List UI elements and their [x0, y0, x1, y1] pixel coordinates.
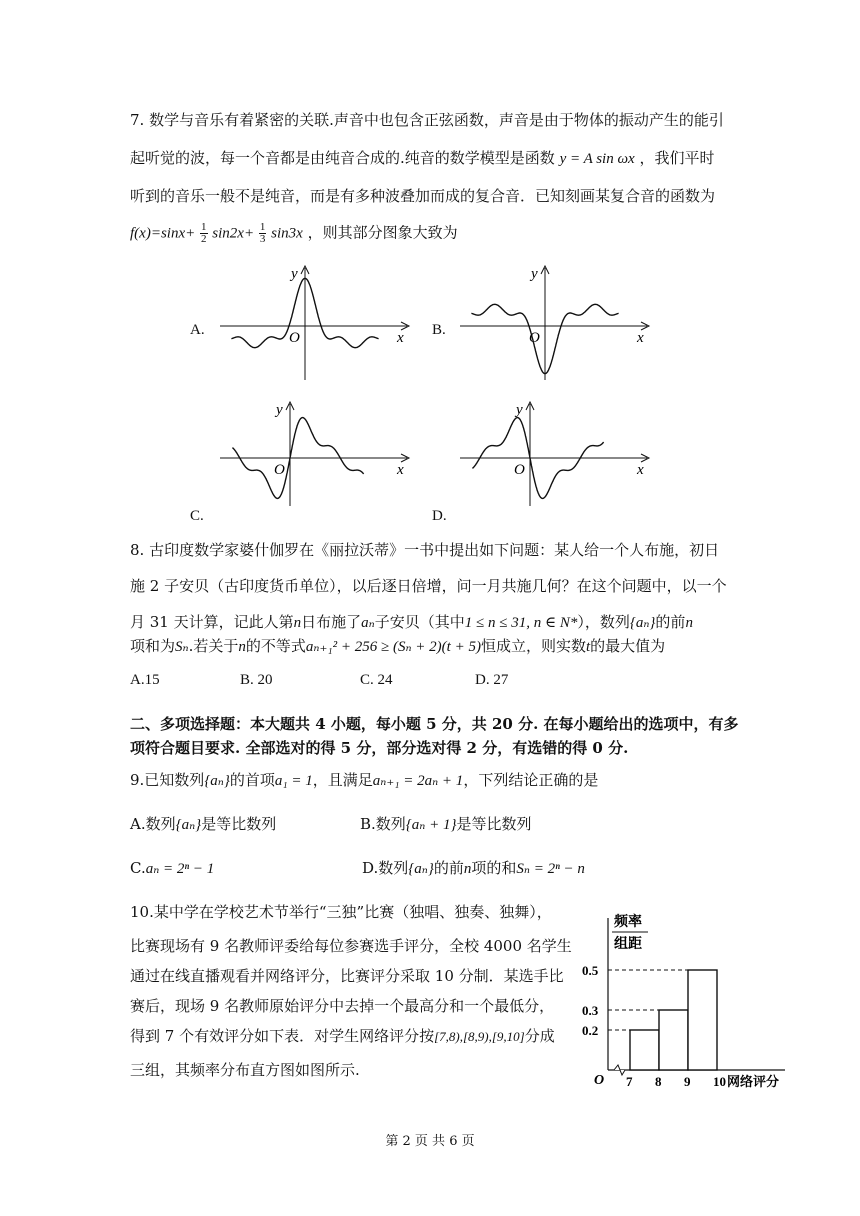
x-axis-label: x — [637, 462, 644, 478]
x-tick-label: 9 — [684, 1074, 691, 1089]
q10-line6: 三组，其频率分布直方图如图所示. — [130, 1061, 360, 1079]
q7-graph-b — [455, 262, 655, 382]
origin-label: O — [529, 330, 540, 346]
section2-line2: 项符合题目要求. 全部选对的得 5 分，部分选对得 2 分，有选错的得 0 分. — [130, 739, 629, 757]
y-label-bottom: 组距 — [614, 936, 642, 952]
q8-line2: 施 2 子安贝（古印度货币单位），以后逐日倍增，问一月共施几何？在这个问题中，以一个 — [130, 577, 727, 595]
q8-choice-c: C. 24 — [360, 672, 393, 688]
q7-option-a-label: A. — [190, 322, 205, 338]
q7-line2-tail: ，我们平时 — [639, 149, 715, 167]
q9-option-b: B.数列{aₙ + 1}是等比数列 — [360, 815, 532, 833]
q10-histogram — [580, 910, 800, 1092]
q10-line1: 10.某中学在学校艺术节举行“三独”比赛（独唱、独奏、独舞）， — [130, 903, 552, 921]
origin-label: O — [274, 462, 285, 478]
q8-line4: 项和为Sₙ.若关于n的不等式aₙ₊₁² + 256 ≥ (Sₙ + 2)(t + 5)恒成立，则实数t的最大值为 — [130, 637, 666, 655]
x-axis-label: x — [397, 462, 404, 478]
q7-line3: 听到的音乐一般不是纯音，而是有多种波叠加而成的复合音．已知刻画某复合音的函数为 — [130, 187, 716, 205]
q8-inequality: aₙ₊₁² + 256 ≥ (Sₙ + 2)(t + 5) — [305, 639, 481, 655]
histogram-bar — [630, 1030, 659, 1070]
q7-option-d-label: D. — [432, 508, 447, 524]
q8-line3: 月 31 天计算，记此人第n日布施了aₙ子安贝（其中1 ≤ n ≤ 31, n ∈ N*），数列{aₙ}的前n — [130, 613, 693, 631]
q9-stem: 9.已知数列{aₙ}的首项a₁ = 1，且满足aₙ₊₁ = 2aₙ + 1，下列结论正确的是 — [130, 771, 599, 789]
q7-func-part3: sin3x — [271, 225, 303, 242]
q7-line2 — [130, 148, 715, 169]
q8-choice-d: D. 27 — [475, 672, 509, 688]
q8-choice-a: A.15 — [130, 672, 160, 688]
x-tick-label: 8 — [655, 1074, 662, 1089]
q10-line3: 通过在线直播观看并网络评分，比赛评分采取 10 分制．某选手比 — [130, 967, 564, 985]
x-axis-label: 网络评分 — [727, 1075, 780, 1090]
q10-line2: 比赛现场有 9 名教师评委给每位参赛选手评分，全校 4000 名学生 — [130, 937, 572, 955]
q7-frac-third: $\frac{1}{3}$ — [259, 221, 266, 245]
y-tick-label: 0.5 — [582, 963, 599, 978]
q7-func-part2: sin2x+ — [212, 225, 255, 242]
q7-line4 — [130, 222, 458, 245]
x-tick-label: 7 — [626, 1074, 633, 1089]
q7-func-part1: f(x)=sinx+ — [130, 225, 196, 242]
origin-label: O — [594, 1073, 605, 1088]
q7-line4-tail: ，则其部分图象大致为 — [307, 223, 458, 242]
y-tick-label: 0.3 — [582, 1003, 599, 1018]
y-axis-label: y — [531, 266, 538, 282]
y-tick-label: 0.2 — [582, 1023, 599, 1038]
y-axis-label: y — [291, 266, 298, 282]
y-axis-label: y — [516, 402, 523, 418]
axis-break — [614, 1065, 625, 1075]
q7-line1: 7. 数学与音乐有着紧密的关联.声音中也包含正弦函数，声音是由于物体的振动产生的能引 — [130, 111, 724, 129]
q7-frac-half: $\frac{1}{2}$ — [201, 221, 207, 245]
q8-choice-b: B. 20 — [240, 672, 273, 688]
q7-graph-d — [455, 398, 655, 508]
page-footer: 第 2 页 共 6 页 — [385, 1134, 475, 1149]
q7-option-b-label: B. — [432, 322, 446, 338]
y-label-top: 频率 — [614, 914, 642, 930]
origin-label: O — [514, 462, 525, 478]
q7-graph-c — [215, 398, 415, 508]
section2-line1: 二、多项选择题：本大题共 4 小题，每小题 5 分，共 20 分. 在每小题给出的选项中，有多 — [130, 715, 739, 733]
q10-line5: 得到 7 个有效评分如下表．对学生网络评分按[7,8),[8,9),[9,10]分成 — [130, 1027, 555, 1045]
q9-option-a: A.数列{aₙ}是等比数列 — [130, 815, 277, 833]
q10-line4: 赛后，现场 9 名教师原始评分中去掉一个最高分和一个最低分， — [130, 997, 555, 1015]
y-axis-label: y — [276, 402, 283, 418]
q9-option-c: C.aₙ = 2ⁿ − 1 — [130, 859, 215, 877]
histogram-bar — [688, 970, 717, 1070]
q8-line1: 8. 古印度数学家婆什伽罗在《丽拉沃蒂》一书中提出如下问题：某人给一个人布施，初日 — [130, 541, 720, 559]
q7-graph-a — [215, 262, 415, 382]
q9-option-d: D.数列{aₙ}的前n项的和Sₙ = 2ⁿ − n — [362, 859, 585, 877]
q7-formula-pure-tone: y = A sin ωx — [559, 151, 635, 167]
origin-label: O — [289, 330, 300, 346]
x-axis-label: x — [637, 330, 644, 346]
x-tick-label: 10 — [713, 1074, 726, 1089]
x-axis-label: x — [397, 330, 404, 346]
histogram-bar — [659, 1010, 688, 1070]
q7-line2-text: 起听觉的波，每一个音都是由纯音合成的.纯音的数学模型是函数 — [130, 149, 555, 167]
q7-option-c-label: C. — [190, 508, 204, 524]
